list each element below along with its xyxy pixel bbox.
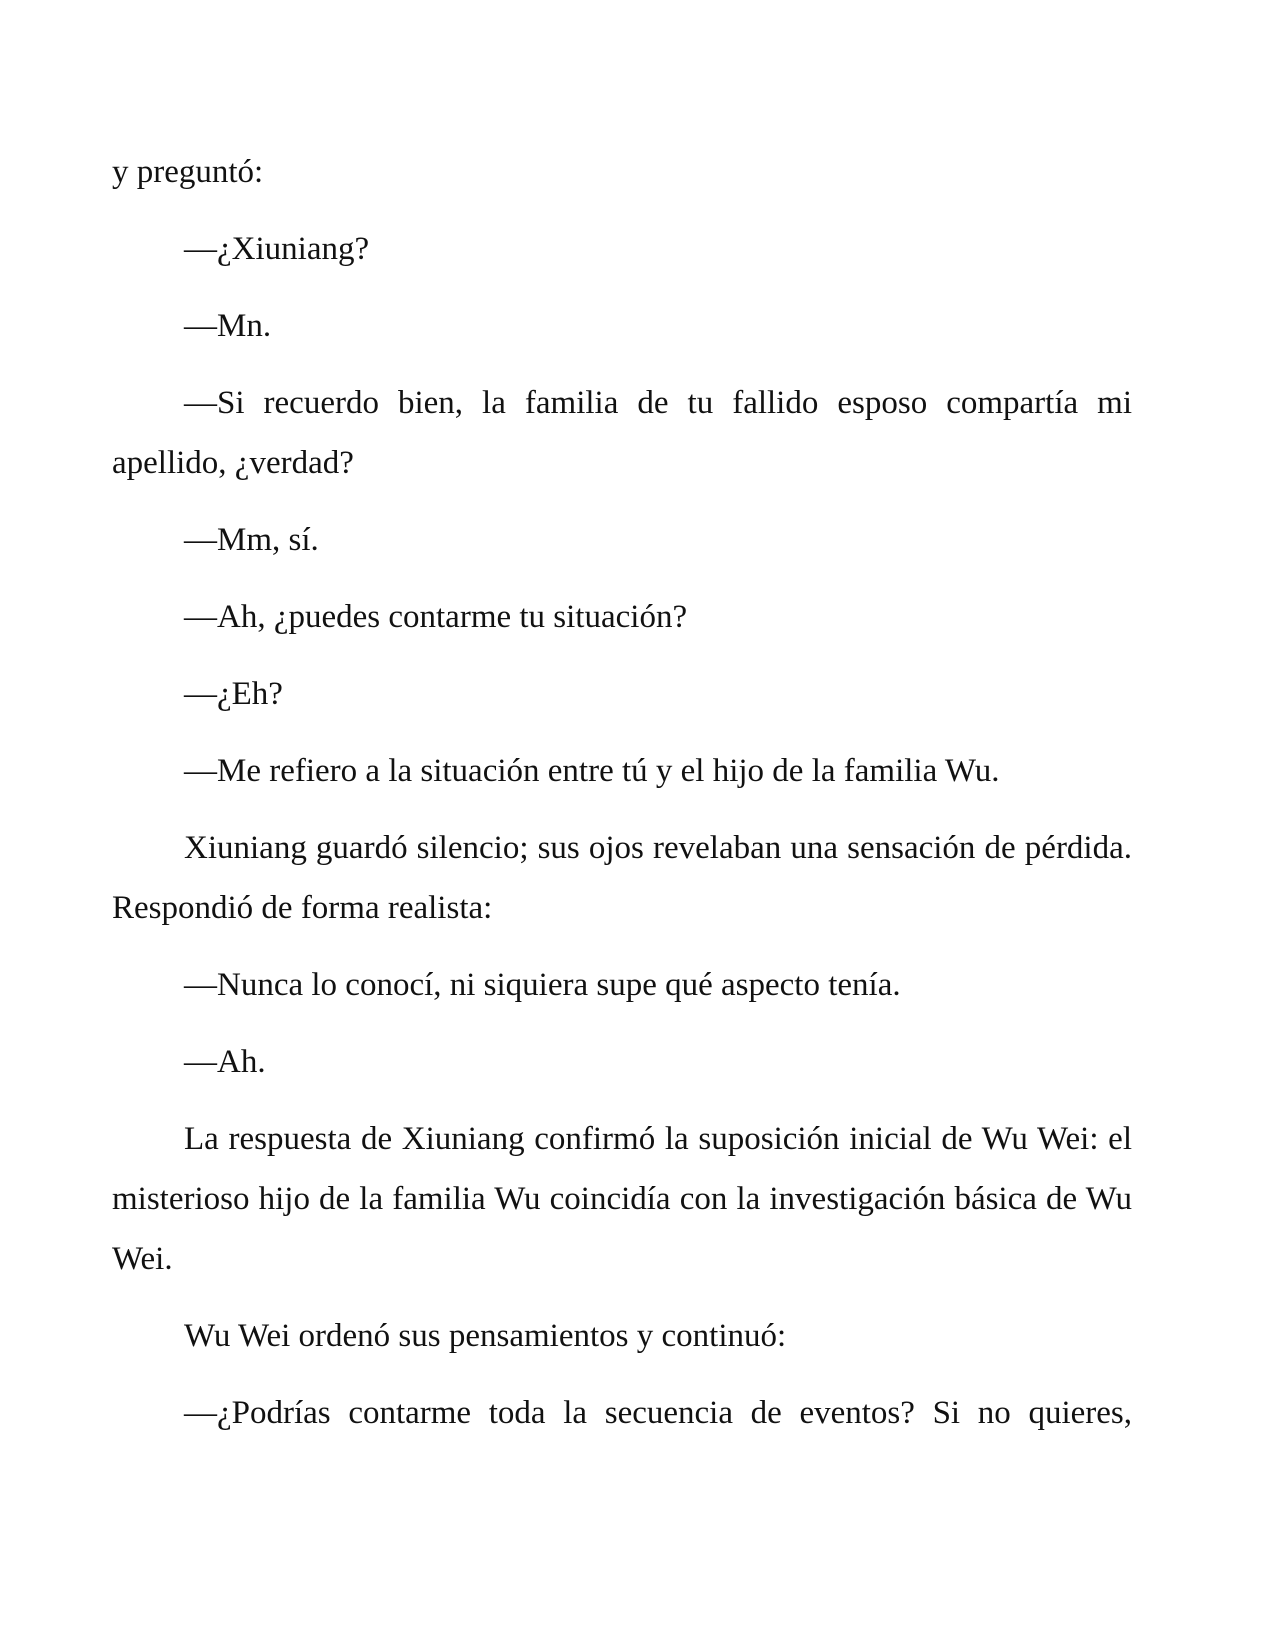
dialogue-line: —¿Eh? xyxy=(184,676,283,712)
dialogue-line: —Mm, sí. xyxy=(184,522,319,558)
dialogue-line: —Ah. xyxy=(184,1044,266,1080)
dialogue-line: —¿Podrías contarme toda la secuencia de eventos? Si no quieres, xyxy=(184,1395,1132,1431)
dialogue-line: —Nunca lo conocí, ni siquiera supe qué aspecto tenía. xyxy=(184,967,901,1003)
dialogue-line: —¿Xiuniang? xyxy=(184,231,370,267)
narrative-paragraph: Xiuniang guardó silencio; sus ojos revelaban una sensación de pérdida. Respondió de forma realista: xyxy=(112,830,1132,926)
dialogue-line: —Ah, ¿puedes contarme tu situación? xyxy=(184,599,688,635)
dialogue-line: —Si recuerdo bien, la familia de tu fallido esposo compartía mi apellido, ¿verdad? xyxy=(112,385,1132,481)
body-text xyxy=(112,142,1132,1460)
dialogue-line: —Mn. xyxy=(184,308,272,344)
narrative-paragraph: La respuesta de Xiuniang confirmó la suposición inicial de Wu Wei: el misterioso hijo de la familia Wu coincidía con la investigación básica de Wu Wei. xyxy=(112,1121,1132,1277)
narrative-paragraph: Wu Wei ordenó sus pensamientos y continuó: xyxy=(184,1318,787,1354)
dialogue-line: —Me refiero a la situación entre tú y el hijo de la familia Wu. xyxy=(184,753,1000,789)
paragraph-continuation: y preguntó: xyxy=(112,154,264,190)
